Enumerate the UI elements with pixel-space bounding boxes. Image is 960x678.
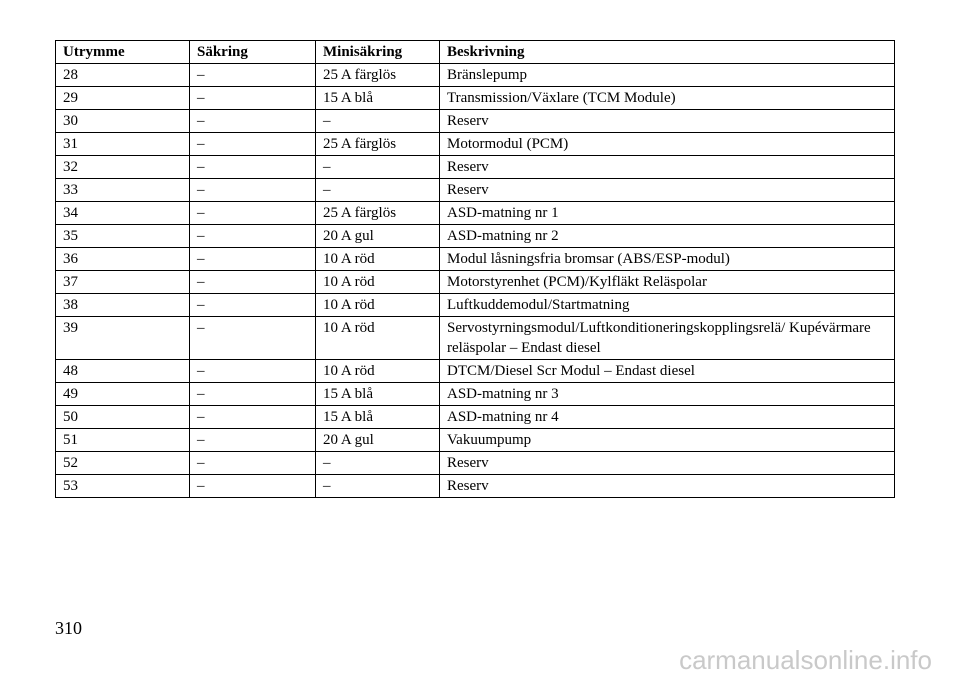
cell-minifuse: 10 A röd — [316, 317, 440, 360]
table-row — [56, 179, 895, 202]
cell-compartment: 29 — [56, 87, 190, 110]
table-row — [56, 406, 895, 429]
table-row — [56, 110, 895, 133]
table-row — [56, 248, 895, 271]
cell-fuse: – — [190, 156, 316, 179]
header-description: Beskrivning — [440, 41, 895, 64]
cell-minifuse: 10 A röd — [316, 271, 440, 294]
cell-fuse: – — [190, 360, 316, 383]
cell-compartment: 37 — [56, 271, 190, 294]
page-number: 310 — [55, 618, 82, 638]
cell-fuse: – — [190, 110, 316, 133]
cell-minifuse: 10 A röd — [316, 248, 440, 271]
cell-minifuse: 15 A blå — [316, 87, 440, 110]
cell-compartment: 36 — [56, 248, 190, 271]
cell-minifuse: 25 A färglös — [316, 64, 440, 87]
cell-description: ASD-matning nr 1 — [440, 202, 895, 225]
table-row — [56, 317, 895, 360]
cell-description: Reserv — [440, 179, 895, 202]
table-row — [56, 475, 895, 498]
cell-description: Servostyrningsmodul/Luftkonditioneringskopplingsrelä/ Kupévärmare reläspolar – Endast diesel — [440, 317, 895, 360]
table-row — [56, 202, 895, 225]
watermark: carmanualsonline.info — [679, 645, 932, 675]
cell-fuse: – — [190, 475, 316, 498]
cell-description: ASD-matning nr 2 — [440, 225, 895, 248]
table-row — [56, 64, 895, 87]
cell-fuse: – — [190, 429, 316, 452]
cell-description: Motorstyrenhet (PCM)/Kylfläkt Reläspolar — [440, 271, 895, 294]
table-row — [56, 87, 895, 110]
cell-minifuse: – — [316, 156, 440, 179]
cell-description: Reserv — [440, 452, 895, 475]
cell-description: Vakuumpump — [440, 429, 895, 452]
cell-compartment: 35 — [56, 225, 190, 248]
cell-compartment: 52 — [56, 452, 190, 475]
cell-description: Reserv — [440, 156, 895, 179]
cell-minifuse: 20 A gul — [316, 429, 440, 452]
table-header-row — [56, 41, 895, 64]
cell-description: Bränslepump — [440, 64, 895, 87]
cell-compartment: 33 — [56, 179, 190, 202]
table-row — [56, 294, 895, 317]
cell-description: Reserv — [440, 110, 895, 133]
table-row — [56, 383, 895, 406]
cell-minifuse: 15 A blå — [316, 406, 440, 429]
cell-description: ASD-matning nr 3 — [440, 383, 895, 406]
cell-fuse: – — [190, 317, 316, 360]
cell-compartment: 49 — [56, 383, 190, 406]
cell-compartment: 50 — [56, 406, 190, 429]
table-row — [56, 225, 895, 248]
cell-compartment: 39 — [56, 317, 190, 360]
cell-minifuse: – — [316, 452, 440, 475]
table-row — [56, 429, 895, 452]
cell-fuse: – — [190, 294, 316, 317]
cell-compartment: 38 — [56, 294, 190, 317]
table-row — [56, 271, 895, 294]
cell-compartment: 53 — [56, 475, 190, 498]
cell-fuse: – — [190, 64, 316, 87]
fuse-table — [55, 40, 895, 498]
cell-fuse: – — [190, 271, 316, 294]
header-fuse: Säkring — [190, 41, 316, 64]
table-row — [56, 133, 895, 156]
cell-description: DTCM/Diesel Scr Modul – Endast diesel — [440, 360, 895, 383]
cell-minifuse: 15 A blå — [316, 383, 440, 406]
table-row — [56, 156, 895, 179]
cell-minifuse: – — [316, 179, 440, 202]
cell-fuse: – — [190, 452, 316, 475]
table-body — [56, 64, 895, 498]
cell-compartment: 28 — [56, 64, 190, 87]
header-compartment: Utrymme — [56, 41, 190, 64]
cell-compartment: 51 — [56, 429, 190, 452]
cell-fuse: – — [190, 248, 316, 271]
cell-fuse: – — [190, 225, 316, 248]
cell-fuse: – — [190, 202, 316, 225]
cell-compartment: 34 — [56, 202, 190, 225]
cell-description: Transmission/Växlare (TCM Module) — [440, 87, 895, 110]
cell-minifuse: 25 A färglös — [316, 202, 440, 225]
cell-minifuse: 20 A gul — [316, 225, 440, 248]
cell-description: Luftkuddemodul/Startmatning — [440, 294, 895, 317]
cell-fuse: – — [190, 133, 316, 156]
cell-compartment: 30 — [56, 110, 190, 133]
header-minifuse: Minisäkring — [316, 41, 440, 64]
cell-fuse: – — [190, 383, 316, 406]
cell-description: Modul låsningsfria bromsar (ABS/ESP-modul) — [440, 248, 895, 271]
cell-fuse: – — [190, 87, 316, 110]
cell-compartment: 48 — [56, 360, 190, 383]
cell-description: Motormodul (PCM) — [440, 133, 895, 156]
cell-minifuse: – — [316, 110, 440, 133]
cell-compartment: 32 — [56, 156, 190, 179]
cell-description: ASD-matning nr 4 — [440, 406, 895, 429]
table-row — [56, 452, 895, 475]
table-row — [56, 360, 895, 383]
cell-minifuse: – — [316, 475, 440, 498]
cell-fuse: – — [190, 179, 316, 202]
cell-minifuse: 10 A röd — [316, 294, 440, 317]
cell-minifuse: 10 A röd — [316, 360, 440, 383]
cell-fuse: – — [190, 406, 316, 429]
cell-description: Reserv — [440, 475, 895, 498]
cell-minifuse: 25 A färglös — [316, 133, 440, 156]
cell-compartment: 31 — [56, 133, 190, 156]
